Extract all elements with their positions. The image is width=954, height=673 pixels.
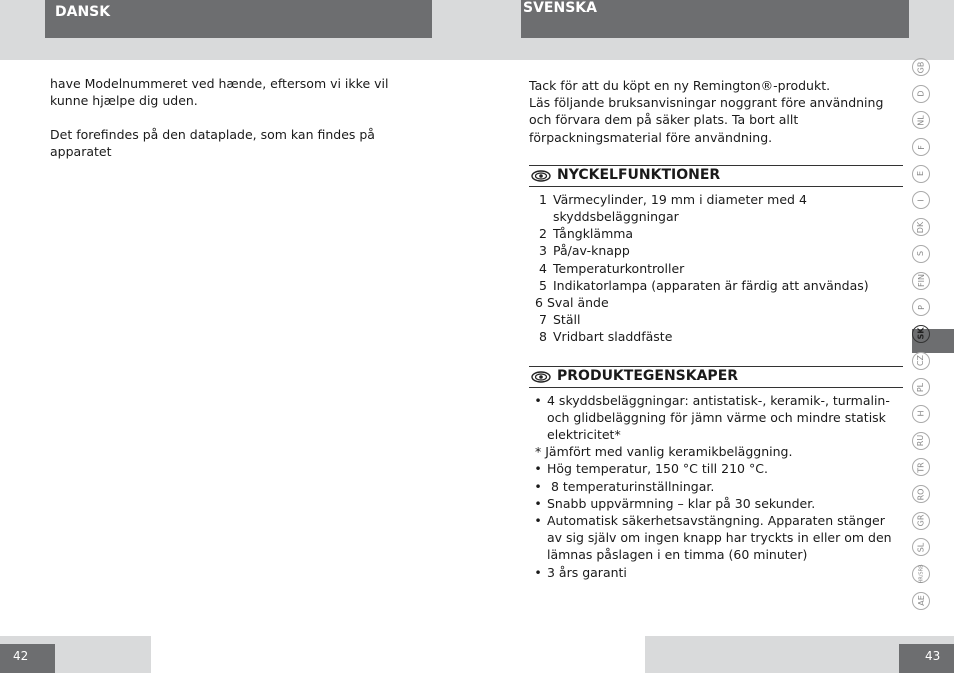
language-tab-sl[interactable]: SL — [912, 538, 930, 556]
item-text: Automatisk säkerhetsavstängning. Apparaten stänger av sig själv om ingen knapp har tryckts in eller om den lämnas påslagen i en timma (60 minuter) — [547, 513, 892, 563]
item-text: Hög temperatur, 150 °C till 210 °C. — [547, 461, 768, 477]
language-tab-cz[interactable]: CZ — [912, 352, 930, 370]
list-item — [529, 495, 903, 512]
section-header-svenska: SVENSKA — [521, 0, 909, 38]
right-page-body — [529, 77, 903, 581]
property-list — [529, 392, 903, 581]
item-text: Värmecylinder, 19 mm i diameter med 4 skyddsbeläggningar — [553, 191, 807, 225]
list-item — [529, 460, 903, 477]
eye-icon — [531, 170, 551, 182]
eye-icon — [531, 371, 551, 383]
language-tab-d[interactable]: D — [912, 85, 930, 103]
list-item — [529, 564, 903, 581]
item-text: 4 skyddsbeläggningar: antistatisk-, keramik-, turmalin-och glidbeläggning för jämn värme och mindre statisk elektricitet* — [547, 392, 890, 443]
item-number: 5 — [539, 277, 547, 293]
language-tab-p[interactable]: P — [912, 298, 930, 316]
language-tab-pl[interactable]: PL — [912, 378, 930, 396]
bullet: • — [534, 392, 542, 408]
list-item — [529, 277, 903, 294]
item-number: 3 — [539, 243, 547, 259]
section-title-key-features — [529, 165, 903, 187]
language-tab-nl[interactable]: NL — [912, 111, 930, 129]
item-text: Temperaturkontroller — [553, 260, 685, 276]
language-tab-fin[interactable]: FIN — [912, 272, 930, 290]
list-item — [529, 225, 903, 242]
bullet: • — [534, 513, 542, 529]
language-tab-f[interactable]: F — [912, 138, 930, 156]
language-tab-tr[interactable]: TR — [912, 458, 930, 476]
list-item — [529, 328, 903, 345]
list-item — [529, 260, 903, 277]
bullet: • — [534, 564, 542, 580]
language-tab-i[interactable]: I — [912, 191, 930, 209]
left-paragraph-1: have Modelnummeret ved hænde, eftersom vi ikke vil kunne hjælpe dig uden. — [50, 76, 389, 108]
language-tab-hr-srb[interactable]: HR/SRB — [912, 565, 930, 583]
language-tab-sk[interactable]: SK — [912, 325, 930, 343]
item-text: Snabb uppvärmning – klar på 30 sekunder. — [547, 495, 816, 511]
list-item — [529, 478, 903, 495]
language-tab-ru[interactable]: RU — [912, 432, 930, 450]
item-number: 8 — [539, 329, 547, 345]
bullet: • — [534, 478, 542, 494]
item-text: Ställ — [553, 312, 581, 328]
language-tab-s[interactable]: S — [912, 245, 930, 263]
item-number: 7 — [539, 312, 547, 328]
language-tab-gr[interactable]: GR — [912, 512, 930, 530]
footnote — [529, 443, 903, 460]
list-item — [529, 392, 903, 444]
item-text: Sval ände — [547, 295, 609, 311]
section-header-dansk: DANSK — [45, 0, 432, 38]
footnote-text: * Jämfört med vanlig keramikbeläggning. — [535, 444, 793, 460]
item-text: På/av-knapp — [553, 243, 630, 259]
language-tab-ae[interactable]: AE — [912, 592, 930, 610]
section-title-product-properties — [529, 366, 903, 388]
item-text: 3 års garanti — [547, 564, 627, 580]
bullet: • — [534, 495, 542, 511]
list-item — [529, 512, 903, 564]
language-tab-ro[interactable]: RO — [912, 485, 930, 503]
list-item — [529, 311, 903, 328]
left-paragraph-2: Det forefindes på den dataplade, som kan findes på apparatet — [50, 127, 375, 159]
item-text: Vridbart sladdfäste — [553, 329, 673, 345]
item-number: 4 — [539, 260, 547, 276]
item-text: Indikatorlampa (apparaten är färdig att användas) — [553, 277, 869, 293]
page-number-left: 42 — [0, 644, 55, 673]
language-tab-h[interactable]: H — [912, 405, 930, 423]
list-item — [529, 191, 903, 225]
list-item — [529, 294, 903, 311]
item-number: 1 — [539, 191, 547, 207]
language-tab-e[interactable]: E — [912, 165, 930, 183]
item-number: 2 — [539, 226, 547, 242]
language-tabs — [912, 58, 934, 618]
bullet: • — [534, 461, 542, 477]
left-page-body — [50, 75, 430, 177]
page-number-right: 43 — [899, 644, 954, 673]
intro-line-1: Tack för att du köpt en ny Remington®-produkt. — [529, 78, 831, 93]
language-tab-gb[interactable]: GB — [912, 58, 930, 76]
language-tab-dk[interactable]: DK — [912, 218, 930, 236]
list-item — [529, 242, 903, 259]
section-title-text: PRODUKTEGENSKAPER — [557, 368, 739, 385]
item-text: 8 temperaturinställningar. — [547, 478, 715, 494]
item-text: Tångklämma — [553, 226, 634, 242]
section-title-text: NYCKELFUNKTIONER — [557, 167, 721, 184]
item-number: 6 — [535, 295, 543, 311]
feature-list — [529, 191, 903, 346]
intro-line-2: Läs följande bruksanvisningar noggrant före användning och förvara dem på säker plats. Ta bort allt förpackningsmaterial före användning. — [529, 95, 884, 145]
